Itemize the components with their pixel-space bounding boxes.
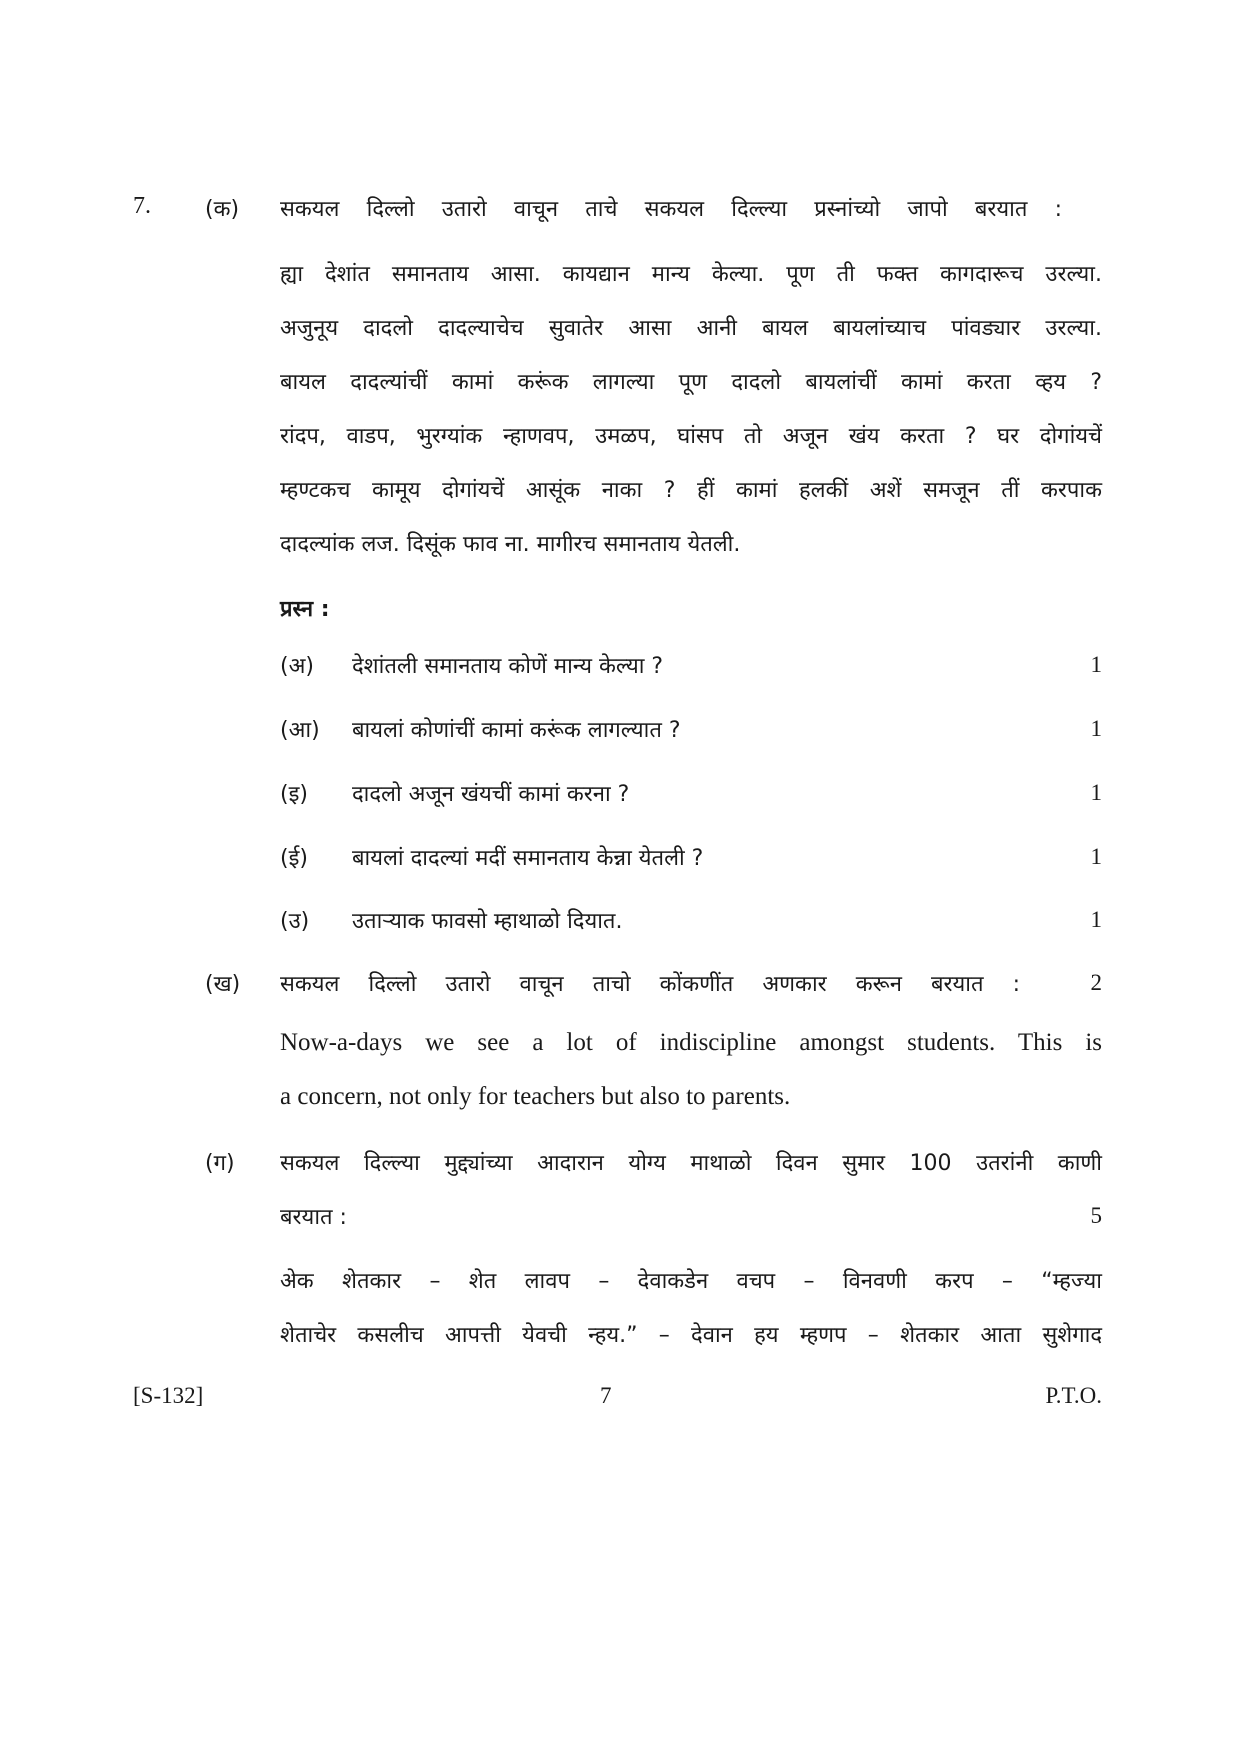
sub-question-marks: 1 [1090, 780, 1102, 805]
part-ga-instruction: सकयल दिल्ल्या मुद्द्यांच्या आदारान योग्य माथाळो दिवन सुमार 100 उतरांनी काणी [280, 1151, 1102, 1176]
paper-code: [S-132] [133, 1383, 204, 1408]
sub-question-label: (इ) [280, 782, 308, 807]
part-kha-instruction: सकयल दिल्लो उतारो वाचून ताचो कोंकणींत अणकार करून बरयात : [280, 972, 1020, 997]
sub-question-marks: 1 [1090, 844, 1102, 869]
sub-question-text: बायलां कोणांचीं कामां करूंक लागल्यात ? [352, 718, 681, 743]
part-ka-label: (क) [205, 197, 240, 222]
sub-question-label: (आ) [280, 718, 320, 743]
questions-heading: प्रस्न : [280, 597, 330, 622]
part-ga-marks: 5 [1090, 1203, 1102, 1228]
page-number: 7 [600, 1383, 612, 1408]
passage-line: रांदप, वाडप, भुरग्यांक न्हाणवप, उमळप, घांसप तो अजून खंय करता ? घर दोगांयचें [280, 424, 1102, 449]
passage-line: बायल दादल्यांचीं कामां करूंक लागल्या पूण दादलो बायलांचीं कामां करता व्हय ? [280, 370, 1102, 395]
english-passage-line: a concern, not only for teachers but also to parents. [280, 1083, 791, 1110]
points-line: शेताचेर कसलीच आपत्ती येवची न्हय.” – देवान हय म्हणप – शेतकार आता सुशेगाद [280, 1323, 1102, 1348]
sub-question-label: (ई) [280, 846, 308, 871]
passage-line: ह्या देशांत समानताय आसा. कायद्यान मान्य केल्या. पूण ती फक्त कागदारूच उरल्या. [280, 262, 1102, 287]
sub-question-label: (अ) [280, 654, 314, 679]
sub-question-marks: 1 [1090, 652, 1102, 677]
sub-question-text: उताऱ्याक फावसो म्हाथाळो दियात. [352, 909, 623, 934]
sub-question-marks: 1 [1090, 907, 1102, 932]
question-number: 7. [133, 193, 151, 219]
passage-line: म्हण्टकच कामूय दोगांयचें आसूंक नाका ? हीं कामां हलकीं अशें समजून तीं करपाक [280, 478, 1102, 503]
sub-question-text: बायलां दादल्यां मदीं समानताय केन्ना येतली ? [352, 846, 704, 871]
sub-question-label: (उ) [280, 909, 310, 934]
passage-line: दादल्यांक लज. दिसूंक फाव ना. मागीरच समानताय येतली. [280, 532, 741, 557]
part-kha-label: (ख) [205, 972, 241, 997]
part-ga-instruction-cont: बरयात : [280, 1205, 347, 1230]
sub-question-marks: 1 [1090, 716, 1102, 741]
part-ka-instruction: सकयल दिल्लो उतारो वाचून ताचे सकयल दिल्ल्या प्रस्नांच्यो जापो बरयात : [280, 197, 1062, 222]
points-line: अेक शेतकार – शेत लावप – देवाकडेन वचप – विनवणी करप – “म्हज्या [280, 1269, 1102, 1294]
passage-line: अजुनूय दादलो दादल्याचेच सुवातेर आसा आनी बायल बायलांच्याच पांवड्यार उरल्या. [280, 316, 1102, 341]
english-passage-line: Now-a-days we see a lot of indiscipline amongst students. This is [280, 1029, 1102, 1056]
sub-question-text: दादलो अजून खंयचीं कामां करना ? [352, 782, 630, 807]
part-ga-label: (ग) [205, 1151, 235, 1176]
sub-question-text: देशांतली समानताय कोणें मान्य केल्या ? [352, 654, 664, 679]
pto-label: P.T.O. [1045, 1383, 1102, 1408]
part-kha-marks: 2 [1090, 970, 1102, 995]
